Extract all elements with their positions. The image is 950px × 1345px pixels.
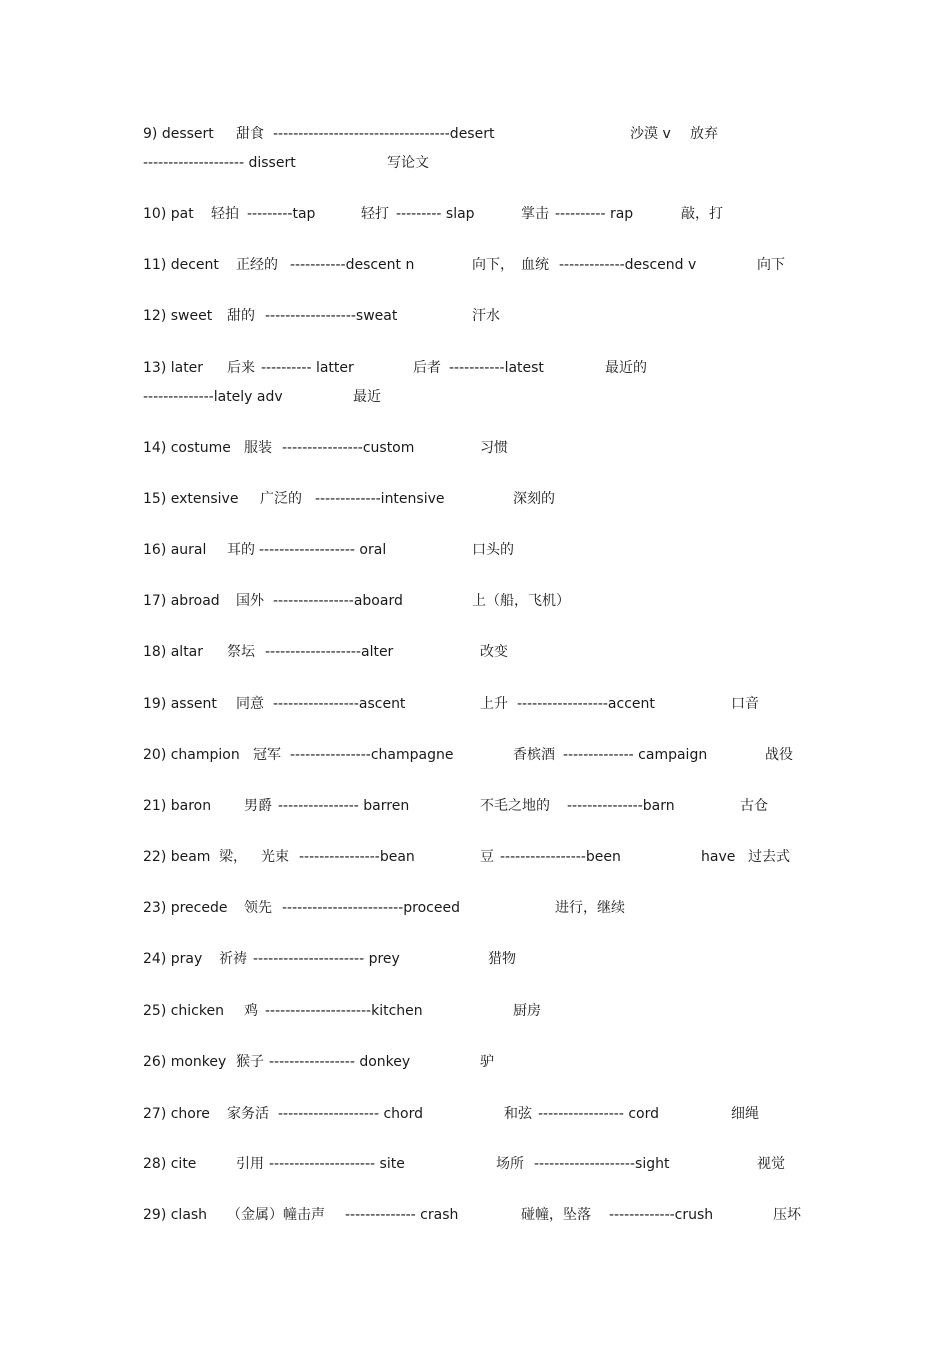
- entry-related: ---------------------kitchen: [265, 1003, 423, 1019]
- entry-term: 9) dessert: [143, 126, 214, 142]
- entry-term: 22) beam: [143, 849, 211, 865]
- entry-meaning: 碰幢，坠落: [521, 1207, 591, 1223]
- entry-line: [0, 694, 950, 714]
- entry-line: [0, 1205, 950, 1225]
- entry-related: -----------descent n: [290, 257, 415, 273]
- entry-meaning: 服装: [244, 440, 272, 456]
- entry-meaning: 轻打: [361, 206, 389, 222]
- entry-related: ----------------- cord: [538, 1106, 659, 1122]
- entry-related: ---------------------- prey: [253, 951, 400, 967]
- entry-meaning: 向下: [757, 257, 785, 273]
- entry-term: 15) extensive: [143, 491, 239, 507]
- entry-meaning: 最近的: [605, 360, 647, 376]
- entry-meaning: 上（船，飞机）: [472, 593, 570, 609]
- entry-meaning: 不毛之地的: [480, 798, 550, 814]
- entry-meaning: 甜的: [227, 308, 255, 324]
- entry-line: [0, 489, 950, 509]
- entry-related: --------------lately adv: [143, 389, 283, 405]
- entry-related: ------------------sweat: [265, 308, 398, 324]
- entry-meaning: 压坏: [773, 1207, 801, 1223]
- entry-meaning: 冠军: [253, 747, 281, 763]
- entry-meaning: 最近: [353, 389, 381, 405]
- entry-meaning: 祭坛: [227, 644, 255, 660]
- entry-meaning: 家务活: [227, 1106, 269, 1122]
- entry-meaning: 梁，: [219, 849, 247, 865]
- entry-meaning: 细绳: [731, 1106, 759, 1122]
- entry-meaning: 猎物: [488, 951, 516, 967]
- entry-meaning: 鸡: [244, 1003, 258, 1019]
- entry-meaning: 上升: [480, 696, 508, 712]
- entry-term: 27) chore: [143, 1106, 210, 1122]
- entry-meaning: 轻拍: [211, 206, 239, 222]
- entry-term: 24) pray: [143, 951, 203, 967]
- entry-meaning: 古仓: [740, 798, 768, 814]
- entry-term: 16) aural: [143, 542, 207, 558]
- entry-related: --------------------sight: [534, 1156, 670, 1172]
- entry-meaning: 祈祷: [219, 951, 247, 967]
- entry-meaning: 后来: [227, 360, 255, 376]
- entry-meaning: 正经的: [236, 257, 278, 273]
- entry-line: [0, 847, 950, 867]
- entry-line: [0, 153, 950, 173]
- entry-meaning: 深刻的: [513, 491, 555, 507]
- entry-meaning: 习惯: [480, 440, 508, 456]
- entry-related: ---------- rap: [555, 206, 634, 222]
- entry-meaning: 猴子: [236, 1054, 264, 1070]
- entry-meaning: （金属）幢击声: [227, 1207, 325, 1223]
- entry-meaning: 豆: [480, 849, 494, 865]
- entry-related: ----------------custom: [282, 440, 415, 456]
- entry-related: ------------------accent: [517, 696, 655, 712]
- entry-term: 26) monkey: [143, 1054, 227, 1070]
- entry-term: 14) costume: [143, 440, 231, 456]
- entry-meaning: 同意: [236, 696, 264, 712]
- entry-term: 19) assent: [143, 696, 217, 712]
- entry-line: [0, 255, 950, 275]
- entry-line: [0, 642, 950, 662]
- entry-related: ---------------- barren: [278, 798, 410, 814]
- entry-meaning: 领先: [244, 900, 272, 916]
- entry-meaning: 甜食: [236, 126, 264, 142]
- entry-line: [0, 124, 950, 144]
- entry-line: [0, 540, 950, 560]
- entry-meaning: 战役: [765, 747, 793, 763]
- entry-related: -----------latest: [449, 360, 544, 376]
- entry-related: ----------------- donkey: [269, 1054, 411, 1070]
- entry-related: ------------------- oral: [259, 542, 387, 558]
- entry-line: [0, 898, 950, 918]
- entry-line: [0, 438, 950, 458]
- entry-line: [0, 1154, 950, 1174]
- entry-meaning: 掌击: [521, 206, 549, 222]
- entry-meaning: 视觉: [757, 1156, 785, 1172]
- entry-term: 21) baron: [143, 798, 212, 814]
- entry-line: [0, 1052, 950, 1072]
- entry-related: ----------------champagne: [290, 747, 454, 763]
- entry-line: [0, 1001, 950, 1021]
- entry-line: [0, 387, 950, 407]
- entry-related: -------------descend v: [559, 257, 697, 273]
- entry-related: ----------------aboard: [273, 593, 403, 609]
- entry-term: 11) decent: [143, 257, 219, 273]
- entry-meaning: 和弦: [504, 1106, 532, 1122]
- entry-related: -------------intensive: [315, 491, 445, 507]
- entry-meaning: 沙漠 v: [630, 126, 671, 142]
- entry-term: 23) precede: [143, 900, 228, 916]
- entry-related: --------- slap: [396, 206, 475, 222]
- entry-meaning: 男爵: [244, 798, 272, 814]
- entry-meaning: 厨房: [513, 1003, 541, 1019]
- entry-term: 25) chicken: [143, 1003, 224, 1019]
- entry-meaning: 汗水: [472, 308, 500, 324]
- entry-related: -------------------- dissert: [143, 155, 296, 171]
- entry-line: [0, 358, 950, 378]
- entry-related: -------------------- chord: [278, 1106, 424, 1122]
- entry-meaning: 光束: [261, 849, 289, 865]
- entry-meaning: 后者: [413, 360, 441, 376]
- entry-line: [0, 204, 950, 224]
- entry-meaning: 写论文: [387, 155, 429, 171]
- entry-meaning: 香槟酒: [513, 747, 555, 763]
- entry-line: [0, 745, 950, 765]
- entry-term: 13) later: [143, 360, 204, 376]
- entry-meaning: 过去式: [748, 849, 790, 865]
- entry-related: -----------------------------------desert: [273, 126, 495, 142]
- entry-line: [0, 796, 950, 816]
- entry-meaning: 广泛的: [260, 491, 302, 507]
- entry-meaning: 场所: [496, 1156, 524, 1172]
- entry-related: -----------------ascent: [273, 696, 406, 712]
- entry-related: -----------------been: [500, 849, 621, 865]
- entry-meaning: 国外: [236, 593, 264, 609]
- entry-line: [0, 949, 950, 969]
- entry-term: 28) cite: [143, 1156, 197, 1172]
- entry-related: -------------crush: [609, 1207, 714, 1223]
- entry-related: -------------- crash: [345, 1207, 459, 1223]
- entry-meaning: 血统: [521, 257, 549, 273]
- entry-term: 17) abroad: [143, 593, 220, 609]
- entry-related: --------------------- site: [269, 1156, 405, 1172]
- entry-related: ---------- latter: [261, 360, 354, 376]
- entry-meaning: 口音: [731, 696, 759, 712]
- entry-related: ---------tap: [247, 206, 316, 222]
- entry-term: 18) altar: [143, 644, 204, 660]
- entry-meaning: 驴: [480, 1054, 494, 1070]
- entry-term: 20) champion: [143, 747, 240, 763]
- entry-related: -------------- campaign: [563, 747, 708, 763]
- entry-term: 29) clash: [143, 1207, 208, 1223]
- entry-line: [0, 306, 950, 326]
- entry-meaning: 耳的: [227, 542, 255, 558]
- entry-meaning: 放弃: [690, 126, 718, 142]
- entry-related: have: [701, 849, 736, 865]
- entry-related: ------------------------proceed: [282, 900, 460, 916]
- entry-related: ----------------bean: [299, 849, 415, 865]
- entry-line: [0, 591, 950, 611]
- entry-meaning: 引用: [236, 1156, 264, 1172]
- entry-term: 10) pat: [143, 206, 194, 222]
- entry-term: 12) sweet: [143, 308, 213, 324]
- entry-related: -------------------alter: [265, 644, 394, 660]
- entry-line: [0, 1104, 950, 1124]
- entry-meaning: 进行，继续: [555, 900, 625, 916]
- entry-related: ---------------barn: [567, 798, 675, 814]
- entry-meaning: 改变: [480, 644, 508, 660]
- entry-meaning: 口头的: [472, 542, 514, 558]
- entry-meaning: 敲，打: [681, 206, 723, 222]
- entry-meaning: 向下，: [472, 257, 514, 273]
